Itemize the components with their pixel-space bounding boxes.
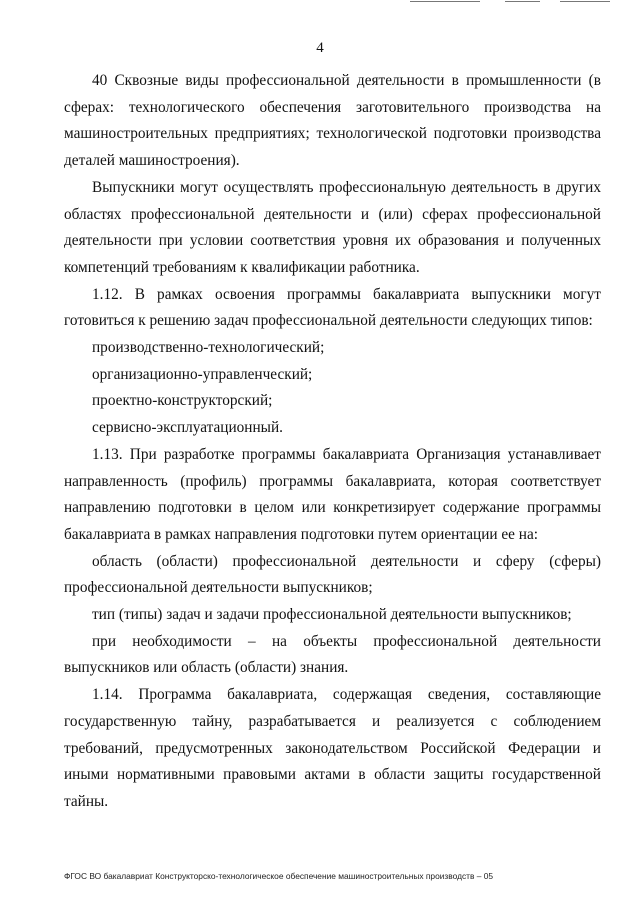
list-item-task-type: сервисно-эксплуатационный. <box>92 419 283 437</box>
paragraph-1-13: 1.13. При разработке программы бакалавриата Организация устанавливает направленность (профиль) программы бакалавриата, которая соответствует направлению подготовки в целом или конкретизирует содержание программы бакалавриата в рамках направления подготовки путем ориентации ее на: <box>64 445 601 543</box>
page-number: 4 <box>316 40 324 56</box>
list-item-orientation: область (области) профессиональной деятельности и сферу (сферы) профессиональной деятельности выпускников; <box>64 552 601 597</box>
list-item-task-type: проектно-конструкторский; <box>92 392 273 410</box>
list-item-task-type: производственно-технологический; <box>92 339 325 357</box>
page-footer: ФГОС ВО бакалавриат Конструкторско-технологическое обеспечение машиностроительных производств – 05 <box>64 871 494 881</box>
paragraph-activity-areas: 40 Сквозные виды профессиональной деятельности в промышленности (в сферах: технологического обеспечения заготовительного производства на машиностроительных предприятиях; технологической подготовки производства деталей машиностроения). <box>64 72 601 170</box>
scan-edge-line <box>410 1 480 2</box>
list-item-task-type: организационно-управленческий; <box>92 365 313 383</box>
list-item-orientation: при необходимости – на объекты профессиональной деятельности выпускников или область (области) знания. <box>64 632 601 677</box>
scan-edge-marks <box>410 0 610 3</box>
list-item-orientation: тип (типы) задач и задачи профессиональной деятельности выпускников; <box>92 606 572 624</box>
scan-edge-line <box>505 1 540 2</box>
paragraph-graduates-other-areas: Выпускники могут осуществлять профессиональную деятельность в других областях профессиональной деятельности и (или) сферах профессиональной деятельности при условии соответствия уровня их образования и полученных компетенций требованиям к квалификации работника. <box>64 178 601 276</box>
scan-edge-line <box>560 1 610 2</box>
paragraph-1-12: 1.12. В рамках освоения программы бакалавриата выпускники могут готовиться к решению задач профессиональной деятельности следующих типов: <box>64 285 601 330</box>
document-body <box>64 68 601 816</box>
paragraph-1-14: 1.14. Программа бакалавриата, содержащая сведения, составляющие государственную тайну, разрабатывается и реализуется с соблюдением требований, предусмотренных законодательством Российской Федерации и иными нормативными правовыми актами в области защиты государственной тайны. <box>64 686 601 810</box>
